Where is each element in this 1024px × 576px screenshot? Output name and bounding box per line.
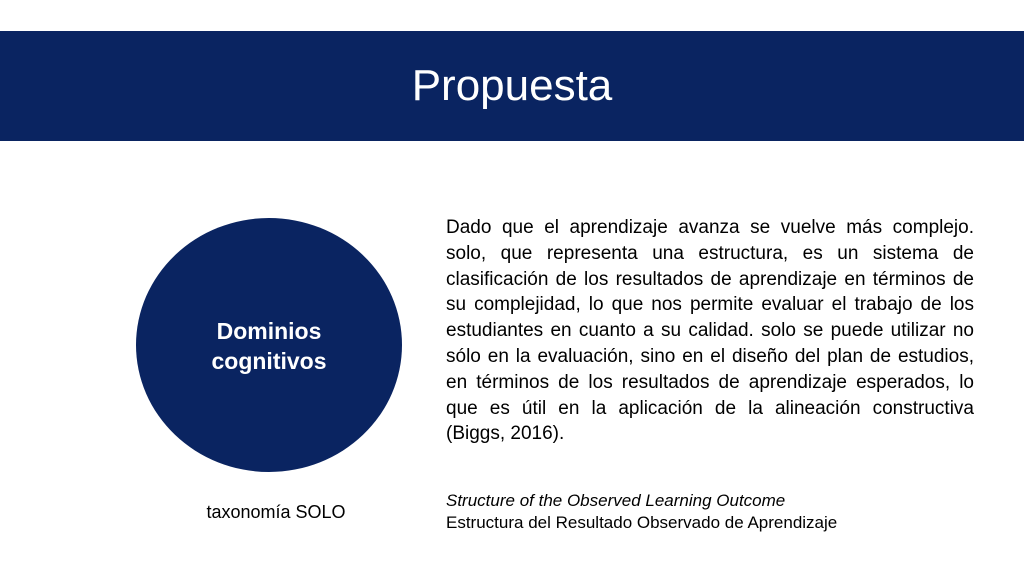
title-bar <box>0 31 1024 141</box>
acronym-spanish: Estructura del Resultado Observado de Aprendizaje <box>446 513 838 532</box>
page-title: Propuesta <box>411 61 613 110</box>
acronym-block <box>446 490 1006 534</box>
body-paragraph: Dado que el aprendizaje avanza se vuelve más complejo. solo, que representa una estructura, es un sistema de clasificación de los resultados de aprendizaje en términos de su complejidad, lo que nos permite evaluar el trabajo de los estudiantes en cuanto a su calidad. solo se puede utilizar no sólo en la evaluación, sino en el diseño del plan de estudios, en términos de los resultados de aprendizaje esperados, lo que es útil en la aplicación de la alineación constructiva (Biggs, 2016). <box>446 217 974 445</box>
acronym-english: Structure of the Observed Learning Outcome <box>446 491 786 510</box>
cognitive-domains-circle <box>136 218 402 472</box>
circle-caption: taxonomía SOLO <box>206 502 346 522</box>
circle-label: Dominios cognitivos <box>211 318 327 374</box>
